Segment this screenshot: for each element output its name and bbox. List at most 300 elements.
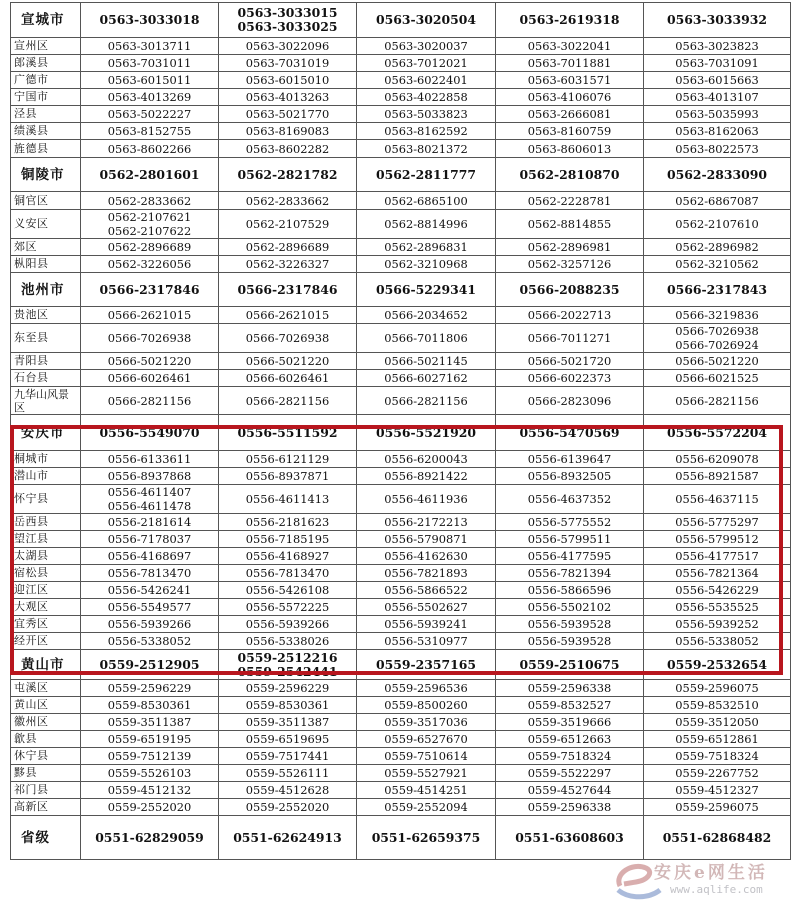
district-row — [11, 140, 791, 158]
phone-cell — [81, 816, 219, 860]
phone-cell — [81, 468, 219, 485]
phone-number: 0556-7821893 — [384, 566, 468, 580]
phone-number: 0566-7026938 — [245, 331, 330, 345]
phone-cell — [219, 353, 357, 370]
phone-cell — [496, 765, 644, 782]
phone-cell — [496, 106, 644, 123]
phone-cell — [219, 582, 357, 599]
phone-cell — [496, 816, 644, 860]
phone-cell — [496, 731, 644, 748]
phone-number: 0556-4637352 — [527, 492, 612, 506]
phone-number: 0563-7031019 — [245, 56, 330, 70]
phone-cell — [357, 714, 496, 731]
phone-number: 0563-3022041 — [527, 39, 612, 53]
phone-cell — [644, 192, 791, 210]
phone-number: 0556-6209078 — [675, 452, 759, 466]
phone-cell — [644, 140, 791, 158]
phone-cell — [644, 599, 791, 616]
district-row — [11, 782, 791, 799]
phone-cell — [357, 548, 496, 565]
phone-cell — [644, 485, 791, 514]
district-row — [11, 451, 791, 468]
city-row — [11, 816, 791, 860]
city-name-cell: 铜陵市 — [11, 158, 81, 192]
phone-number: 0556-7821394 — [527, 566, 612, 580]
phone-cell — [357, 599, 496, 616]
phone-cell — [496, 370, 644, 387]
phone-cell — [219, 548, 357, 565]
phone-number: 0556-5939241 — [384, 617, 468, 631]
phone-cell — [496, 55, 644, 72]
phone-number: 0556-2181614 — [107, 515, 192, 529]
phone-number: 0559-4512628 — [245, 783, 330, 797]
phone-number: 0566-7011271 — [527, 331, 612, 345]
phone-cell — [81, 514, 219, 531]
phone-cell — [219, 616, 357, 633]
district-row — [11, 748, 791, 765]
phone-number: 0563-3033015 — [237, 5, 338, 20]
phone-cell — [496, 633, 644, 650]
phone-number: 0559-5522297 — [527, 766, 612, 780]
phone-cell — [644, 816, 791, 860]
phone-cell — [496, 799, 644, 816]
phone-cell — [81, 55, 219, 72]
phone-number: 0559-5526103 — [107, 766, 192, 780]
phone-cell — [357, 765, 496, 782]
phone-cell — [219, 210, 357, 239]
city-row — [11, 158, 791, 192]
phone-cell — [219, 307, 357, 324]
phone-cell — [357, 89, 496, 106]
district-row — [11, 239, 791, 256]
phone-number: 0559-6519695 — [245, 732, 330, 746]
phone-number: 0556-5572225 — [245, 600, 330, 614]
phone-cell — [644, 582, 791, 599]
phone-number: 0562-2821782 — [237, 166, 338, 182]
phone-cell — [644, 3, 791, 38]
phone-cell — [357, 650, 496, 680]
phone-number: 0563-5021770 — [245, 107, 330, 121]
phone-cell — [496, 468, 644, 485]
phone-number: 0563-2666081 — [527, 107, 612, 121]
phone-number: 0559-2510675 — [519, 656, 620, 672]
phone-number: 0562-6867087 — [675, 193, 759, 208]
district-name-cell: 徽州区 — [11, 714, 81, 731]
phone-number: 0559-8530361 — [107, 698, 192, 712]
phone-cell — [357, 697, 496, 714]
district-name-cell: 黄山区 — [11, 697, 81, 714]
phone-cell — [496, 192, 644, 210]
phone-cell — [644, 387, 791, 415]
phone-number: 0556-5426241 — [107, 583, 192, 597]
phone-number: 0563-3033932 — [667, 12, 767, 27]
phone-cell — [81, 210, 219, 239]
phone-number: 0563-4106076 — [527, 90, 612, 104]
phone-cell — [219, 89, 357, 106]
phone-cell — [496, 38, 644, 55]
phone-cell — [81, 273, 219, 307]
phone-cell — [644, 123, 791, 140]
phone-number: 0566-5021145 — [384, 354, 468, 368]
phone-cell — [496, 451, 644, 468]
district-row — [11, 531, 791, 548]
phone-number: 0556-7178037 — [107, 532, 192, 546]
phone-number: 0559-8532527 — [527, 698, 612, 712]
phone-number: 0566-2317843 — [667, 281, 767, 297]
phone-cell — [357, 158, 496, 192]
phone-number: 0559-2596536 — [384, 681, 468, 695]
phone-number: 0566-6027162 — [384, 371, 468, 385]
phone-number: 0563-5022227 — [107, 107, 192, 121]
phone-number: 0559-3512050 — [675, 715, 759, 729]
phone-number: 0559-8530361 — [245, 698, 330, 712]
phone-number: 0563-6015011 — [107, 73, 192, 87]
phone-cell — [644, 633, 791, 650]
phone-cell — [496, 485, 644, 514]
phone-cell — [644, 697, 791, 714]
district-name-cell: 宿松县 — [11, 565, 81, 582]
phone-cell — [219, 106, 357, 123]
phone-cell — [644, 731, 791, 748]
phone-number: 0563-3033025 — [237, 19, 338, 34]
phone-number: 0563-3020504 — [376, 12, 476, 27]
phone-cell — [219, 599, 357, 616]
district-row — [11, 799, 791, 816]
phone-number: 0566-5021220 — [107, 354, 192, 368]
phone-number: 0559-2267752 — [675, 766, 759, 780]
district-name-cell: 高新区 — [11, 799, 81, 816]
phone-number: 0563-7031091 — [675, 56, 759, 70]
phone-cell — [219, 514, 357, 531]
phone-cell — [496, 123, 644, 140]
phone-cell — [81, 799, 219, 816]
phone-number: 0559-3519666 — [527, 715, 612, 729]
district-name-cell: 九华山风景区 — [11, 387, 81, 415]
phone-number: 0562-2896689 — [245, 240, 330, 254]
phone-cell — [496, 273, 644, 307]
phone-cell — [357, 799, 496, 816]
phone-cell — [644, 256, 791, 273]
phone-number: 0566-2317846 — [99, 281, 200, 297]
phone-number: 0556-6133611 — [107, 452, 192, 466]
phone-number: 0559-6512861 — [675, 732, 759, 746]
phone-cell — [644, 451, 791, 468]
phone-cell — [357, 782, 496, 799]
phone-number: 0556-5521920 — [376, 424, 476, 440]
phone-number: 0563-6015010 — [245, 73, 330, 87]
phone-number: 0556-6200043 — [384, 452, 468, 466]
phone-number: 0566-3219836 — [675, 308, 759, 322]
phone-number: 0562-2896689 — [107, 240, 192, 254]
phone-cell — [357, 38, 496, 55]
phone-number: 0566-7026938 — [107, 331, 192, 345]
phone-cell — [496, 415, 644, 451]
phone-cell — [357, 387, 496, 415]
phone-number: 0556-5790871 — [384, 532, 468, 546]
phone-number: 0556-4162630 — [384, 549, 468, 563]
district-row — [11, 765, 791, 782]
phone-cell — [81, 765, 219, 782]
phone-number: 0559-5527921 — [384, 766, 468, 780]
phone-number: 0562-2107621 — [107, 210, 192, 224]
phone-number: 0563-6015663 — [675, 73, 759, 87]
phone-cell — [219, 633, 357, 650]
phone-number: 0559-2552094 — [384, 800, 468, 814]
phone-number: 0562-2107529 — [245, 217, 330, 231]
phone-cell — [357, 210, 496, 239]
district-name-cell: 绩溪县 — [11, 123, 81, 140]
phone-number: 0556-5939252 — [675, 617, 759, 631]
phone-number: 0559-7517441 — [245, 749, 330, 763]
district-name-cell: 石台县 — [11, 370, 81, 387]
city-name-cell: 安庆市 — [11, 415, 81, 451]
phone-number: 0566-2821156 — [384, 393, 468, 408]
phone-number: 0556-4168697 — [107, 549, 192, 563]
phone-cell — [219, 192, 357, 210]
district-row — [11, 324, 791, 353]
phone-number: 0562-3226327 — [245, 257, 330, 271]
district-row — [11, 548, 791, 565]
phone-cell — [219, 38, 357, 55]
phone-cell — [644, 38, 791, 55]
phone-cell — [81, 3, 219, 38]
phone-number: 0556-7813470 — [245, 566, 330, 580]
phone-number: 0562-3257126 — [527, 257, 612, 271]
phone-number: 0563-7011881 — [527, 56, 612, 70]
phone-number: 0559-4527644 — [527, 783, 612, 797]
district-name-cell: 枞阳县 — [11, 256, 81, 273]
phone-number: 0556-5866596 — [527, 583, 612, 597]
phone-cell — [496, 782, 644, 799]
phone-number: 0563-8162592 — [384, 124, 468, 138]
phone-number: 0566-6021525 — [675, 371, 759, 385]
phone-number: 0566-7026938 — [675, 324, 759, 338]
phone-cell — [219, 55, 357, 72]
phone-number: 0556-7821364 — [675, 566, 759, 580]
phone-cell — [219, 140, 357, 158]
phone-number: 0562-2833662 — [107, 193, 192, 208]
phone-cell — [357, 468, 496, 485]
phone-cell — [496, 531, 644, 548]
phone-cell — [81, 565, 219, 582]
phone-number: 0559-2512905 — [99, 656, 200, 672]
phone-number: 0556-5549070 — [99, 424, 200, 440]
district-name-cell: 祁门县 — [11, 782, 81, 799]
phone-cell — [219, 697, 357, 714]
phone-number: 0563-8606013 — [527, 141, 612, 156]
district-row — [11, 514, 791, 531]
phone-cell — [219, 531, 357, 548]
phone-cell — [81, 697, 219, 714]
district-row — [11, 387, 791, 415]
phone-cell — [644, 765, 791, 782]
phone-number: 0559-3511387 — [245, 715, 330, 729]
phone-number: 0566-2088235 — [519, 281, 620, 297]
phone-cell — [219, 370, 357, 387]
phone-number: 0556-5939528 — [527, 634, 612, 648]
district-name-cell: 休宁县 — [11, 748, 81, 765]
district-row — [11, 485, 791, 514]
phone-number: 0556-5535525 — [675, 600, 759, 614]
district-row — [11, 616, 791, 633]
district-name-cell: 宁国市 — [11, 89, 81, 106]
phone-cell — [357, 514, 496, 531]
phone-cell — [357, 680, 496, 697]
phone-cell — [357, 582, 496, 599]
phone-number: 0566-2821156 — [245, 393, 330, 408]
district-row — [11, 89, 791, 106]
district-name-cell: 旌德县 — [11, 140, 81, 158]
phone-number: 0562-2107610 — [675, 217, 759, 231]
phone-number: 0556-5939266 — [107, 617, 192, 631]
phone-cell — [81, 370, 219, 387]
phone-number: 0556-5775552 — [527, 515, 612, 529]
phone-cell — [357, 239, 496, 256]
phone-number: 0556-5939266 — [245, 617, 330, 631]
phone-number: 0562-2107622 — [107, 224, 192, 238]
phone-number: 0551-63608603 — [515, 829, 624, 845]
city-name-cell: 省级 — [11, 816, 81, 860]
phone-number: 0556-8937868 — [107, 469, 192, 483]
phone-cell — [81, 140, 219, 158]
phone-number: 0563-8602282 — [245, 141, 330, 156]
phone-cell — [81, 415, 219, 451]
phone-cell — [357, 451, 496, 468]
phone-cell — [644, 72, 791, 89]
phone-cell — [81, 782, 219, 799]
district-name-cell: 屯溪区 — [11, 680, 81, 697]
district-name-cell: 宣州区 — [11, 38, 81, 55]
phone-number: 0566-7011806 — [384, 331, 468, 345]
phone-cell — [219, 239, 357, 256]
phone-number: 0556-4611478 — [107, 499, 192, 513]
phone-cell — [357, 565, 496, 582]
phone-cell — [219, 468, 357, 485]
phone-cell — [219, 782, 357, 799]
phone-number: 0556-4168927 — [245, 549, 330, 563]
phone-cell — [357, 370, 496, 387]
phone-cell — [81, 451, 219, 468]
phone-number: 0556-5549577 — [107, 600, 192, 614]
phone-cell — [496, 616, 644, 633]
phone-cell — [496, 599, 644, 616]
phone-cell — [644, 616, 791, 633]
phone-number: 0562-3226056 — [107, 257, 192, 271]
phone-number: 0566-6026461 — [107, 371, 192, 385]
phone-number: 0559-2596229 — [107, 681, 192, 695]
phone-number: 0566-5021220 — [675, 354, 759, 368]
phone-cell — [81, 731, 219, 748]
phone-number: 0556-6121129 — [245, 452, 330, 466]
phone-cell — [357, 123, 496, 140]
site-watermark — [612, 856, 800, 904]
phone-number: 0559-7518324 — [527, 749, 612, 763]
phone-number: 0559-8500260 — [384, 698, 468, 712]
phone-number: 0563-8021372 — [384, 141, 468, 156]
phone-number: 0563-3020037 — [384, 39, 468, 53]
watermark-site-name: 安庆e网生活 — [654, 863, 768, 883]
phone-cell — [496, 89, 644, 106]
phone-cell — [644, 307, 791, 324]
phone-number: 0551-62829059 — [95, 829, 204, 845]
district-name-cell: 广德市 — [11, 72, 81, 89]
phone-cell — [644, 89, 791, 106]
phone-number: 0566-6022373 — [527, 371, 612, 385]
phone-number: 0566-2821156 — [675, 393, 759, 408]
phone-number: 0559-5526111 — [245, 766, 330, 780]
phone-directory-table — [10, 2, 791, 860]
phone-cell — [496, 324, 644, 353]
phone-number: 0566-5021720 — [527, 354, 612, 368]
phone-number: 0559-6527670 — [384, 732, 468, 746]
district-row — [11, 55, 791, 72]
phone-number: 0566-7026924 — [675, 338, 759, 352]
phone-cell — [357, 106, 496, 123]
phone-cell — [357, 353, 496, 370]
phone-number: 0556-8937871 — [245, 469, 330, 483]
phone-number: 0559-2596338 — [527, 800, 612, 814]
phone-cell — [496, 548, 644, 565]
phone-number: 0563-4013107 — [675, 90, 759, 104]
phone-cell — [644, 782, 791, 799]
phone-cell — [644, 565, 791, 582]
phone-number: 0563-4013269 — [107, 90, 192, 104]
phone-cell — [81, 714, 219, 731]
phone-number: 0563-3023823 — [675, 39, 759, 53]
phone-cell — [219, 123, 357, 140]
phone-cell — [81, 158, 219, 192]
phone-number: 0562-2810870 — [519, 166, 620, 182]
district-row — [11, 680, 791, 697]
phone-cell — [357, 731, 496, 748]
phone-number: 0566-2823096 — [527, 393, 612, 408]
phone-cell — [81, 307, 219, 324]
district-row — [11, 192, 791, 210]
phone-number: 0566-2034652 — [384, 308, 468, 322]
district-name-cell: 歙县 — [11, 731, 81, 748]
phone-cell — [219, 799, 357, 816]
watermark-url: www.aqlife.com — [670, 883, 763, 896]
phone-cell — [219, 816, 357, 860]
phone-number: 0556-4637115 — [675, 492, 759, 506]
phone-number: 0556-5338026 — [245, 634, 330, 648]
phone-cell — [496, 514, 644, 531]
phone-number: 0566-2821156 — [107, 393, 192, 408]
district-name-cell: 潜山市 — [11, 468, 81, 485]
phone-number: 0556-5799511 — [527, 532, 612, 546]
phone-number: 0563-4013263 — [245, 90, 330, 104]
phone-cell — [219, 451, 357, 468]
phone-number: 0559-2596075 — [675, 800, 759, 814]
phone-cell — [81, 599, 219, 616]
phone-cell — [644, 531, 791, 548]
phone-number: 0556-5502627 — [384, 600, 468, 614]
phone-cell — [81, 353, 219, 370]
phone-cell — [496, 210, 644, 239]
phone-cell — [644, 548, 791, 565]
phone-number: 0559-4512327 — [675, 783, 759, 797]
phone-number: 0556-5338052 — [675, 634, 759, 648]
phone-number: 0556-5426108 — [245, 583, 330, 597]
phone-cell — [219, 748, 357, 765]
phone-number: 0559-7510614 — [384, 749, 468, 763]
phone-number: 0559-2512216 — [237, 649, 338, 665]
phone-number: 0563-8022573 — [675, 141, 759, 156]
phone-number: 0559-2596075 — [675, 681, 759, 695]
phone-cell — [81, 616, 219, 633]
phone-cell — [357, 140, 496, 158]
district-row — [11, 256, 791, 273]
